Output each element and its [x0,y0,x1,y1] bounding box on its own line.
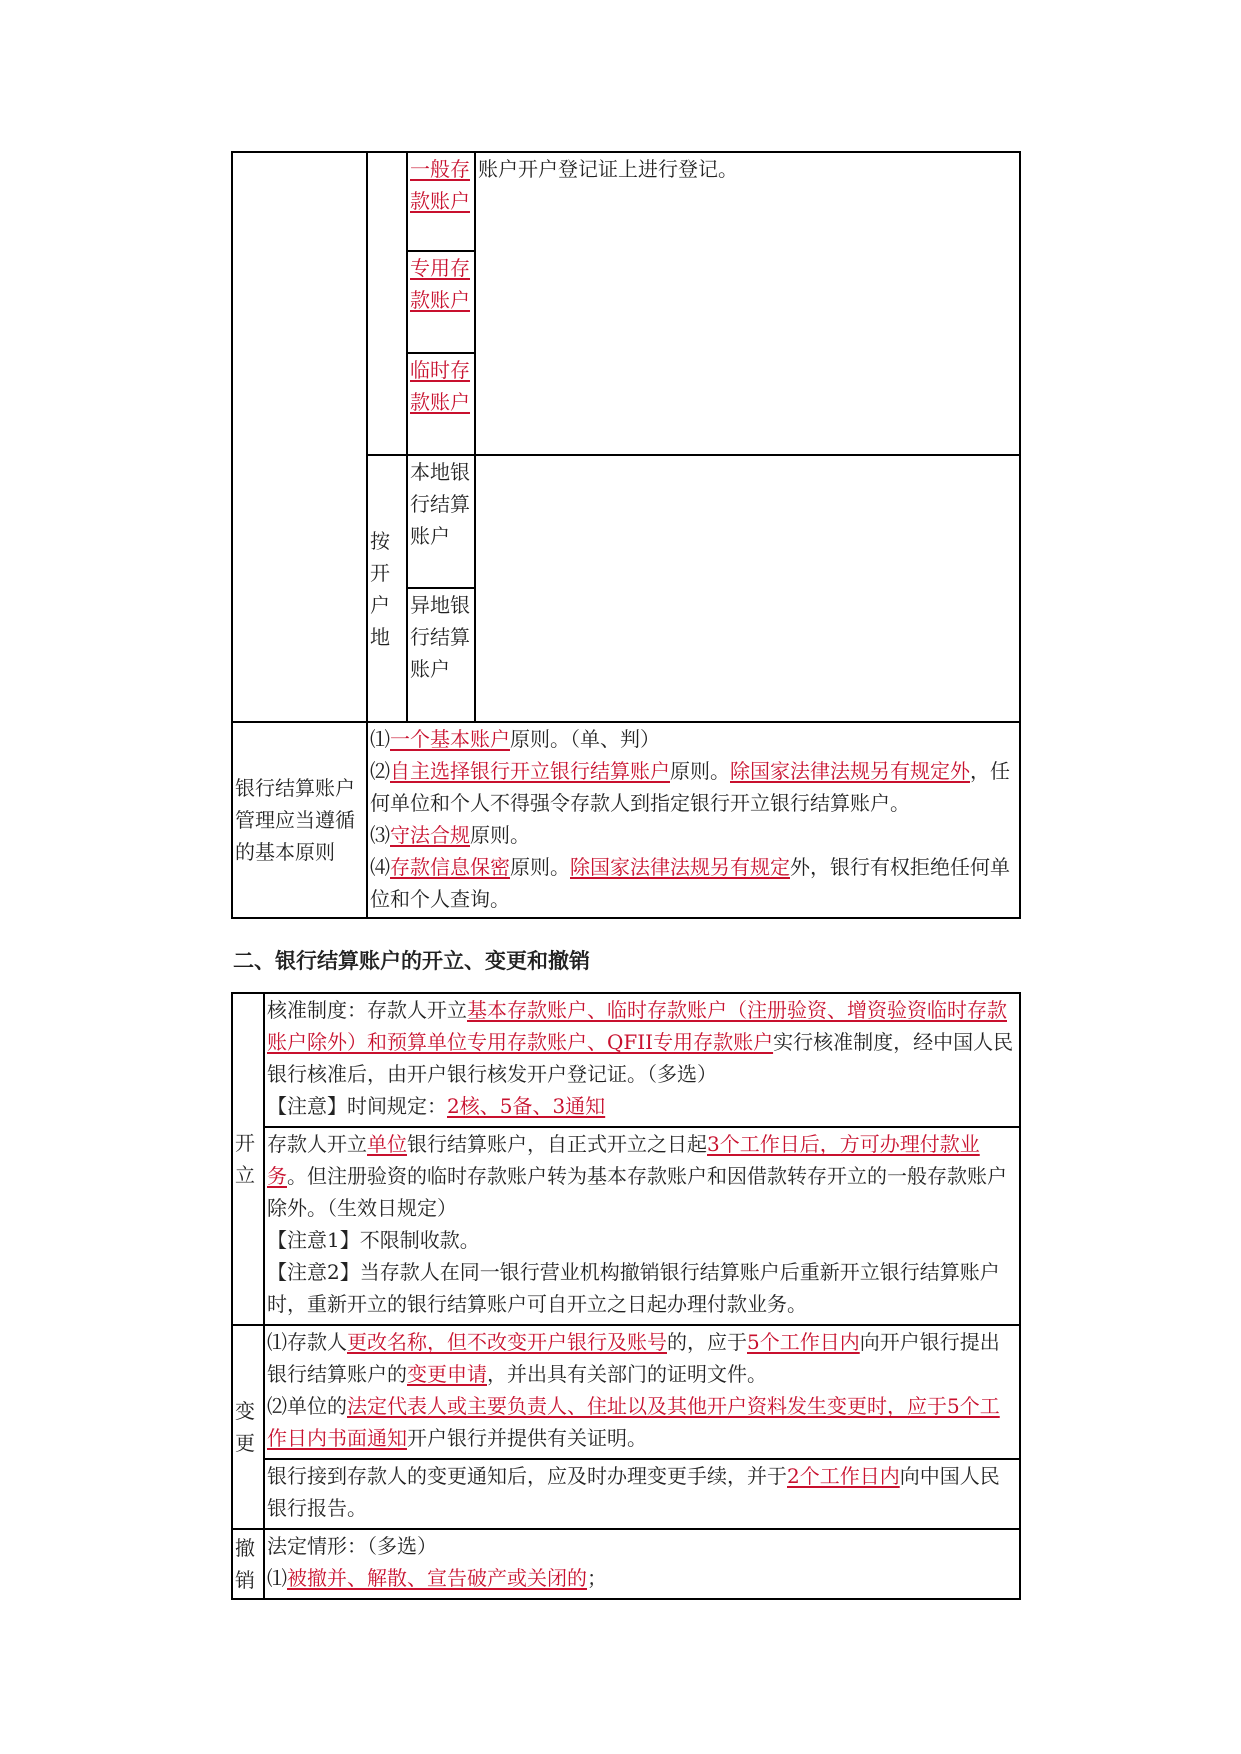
location-empty-cell [475,455,1020,722]
change-report-cell: 银行接到存款人的变更通知后，应及时办理变更手续，并于2个工作日内向中国人民银行报告。 [264,1459,1020,1529]
cancel-intro: 法定情形：（多选） [267,1534,437,1558]
principle-1: ⑴一个基本账户原则。（单、判） [370,727,660,751]
change-label: 变更 [232,1325,264,1529]
account-classification-table [231,151,1021,919]
account-type-special: 专用存款账户 [407,251,475,353]
principle-2: ⑵自主选择银行开立银行结算账户原则。除国家法律法规另有规定外，任何单位和个人不得强令存款人到指定银行开立银行结算账户。 [370,759,1010,815]
account-lifecycle-table [231,992,1021,1600]
subcategory-empty-cell [367,152,407,455]
account-type-general: 一般存款账户 [407,152,475,251]
principles-label: 银行结算账户管理应当遵循的基本原则 [232,722,367,918]
principle-3: ⑶守法合规原则。 [370,823,530,847]
by-location-label: 按开户地 [367,455,407,722]
change-request-cell [264,1325,1020,1459]
open-effective-cell: 存款人开立单位银行结算账户，自正式开立之日起3个工作日后，方可办理付款业务。但注册验资的临时存款账户转为基本存款账户和因借款转存开立的一般存款账户除外。（生效日规定） 【注意1】不限制收款。 【注意2】当存款人在同一银行营业机构撤销银行结算账户后重新开立银行结算账户时，重新开立的银行结算账户可自开立之日起办理付款业务。 [264,1127,1020,1325]
account-type-temporary: 临时存款账户 [407,353,475,455]
open-note-1: 【注意1】不限制收款。 [267,1228,480,1252]
section-2-title: 二、银行结算账户的开立、变更和撤销 [233,949,590,973]
location-type-remote: 异地银行结算账户 [407,588,475,722]
principle-4: ⑷存款信息保密原则。除国家法律法规另有规定外，银行有权拒绝任何单位和个人查询。 [370,855,1010,911]
category-empty-cell [232,152,367,722]
location-type-local: 本地银行结算账户 [407,455,475,588]
principles-content [367,722,1020,918]
open-approval-cell: 核准制度：存款人开立基本存款账户、临时存款账户（注册验资、增资验资临时存款账户除外）和预算单位专用存款账户、QFII专用存款账户实行核准制度，经中国人民银行核准后，由开户银行核发开户登记证。（多选） 【注意】时间规定：2核、5备、3通知 [264,993,1020,1127]
cancel-item-1: ⑴被撤并、解散、宣告破产或关闭的； [267,1566,607,1590]
cancel-label: 撤销 [232,1529,264,1599]
change-item-1: ⑴存款人更改名称，但不改变开户银行及账号的，应于5个工作日内向开户银行提出银行结算账户的变更申请，并出具有关部门的证明文件。 [267,1330,1000,1386]
cancel-cell [264,1529,1020,1599]
registration-note-cell: 账户开户登记证上进行登记。 [475,152,1020,455]
open-note-2: 【注意2】当存款人在同一银行营业机构撤销银行结算账户后重新开立银行结算账户时，重新开立的银行结算账户可自开立之日起办理付款业务。 [267,1260,1000,1316]
open-time-note: 【注意】时间规定：2核、5备、3通知 [267,1094,606,1118]
change-item-2: ⑵单位的法定代表人或主要负责人、住址以及其他开户资料发生变更时，应于5个工作日内书面通知开户银行并提供有关证明。 [267,1394,1000,1450]
open-label: 开立 [232,993,264,1325]
